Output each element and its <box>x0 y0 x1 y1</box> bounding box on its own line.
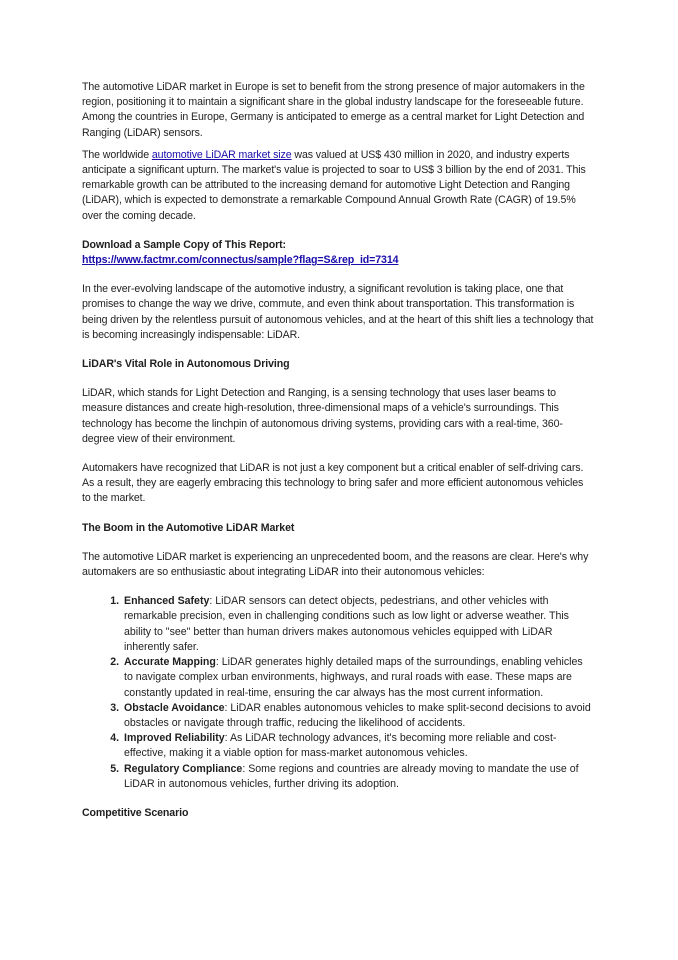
list-item: 1. Enhanced Safety: LiDAR sensors can detect objects, pedestrians, and other vehicles with remarkable precision, even in challenging conditions such as low light or adverse weather. This ability to "see" better than human drivers makes autonomous vehicles equipped with LiDAR inherently safer. <box>122 594 594 655</box>
intro-paragraph-1: The automotive LiDAR market in Europe is set to benefit from the strong presence of major automakers in the region, positioning it to maintain a significant share in the global industry landscape for the foreseeable future. Among the countries in Europe, Germany is anticipated to emerge as a central market for Light Detection and Ranging (LiDAR) sensors. <box>82 81 585 139</box>
benefits-list <box>82 594 594 792</box>
market-boom-paragraph: The automotive LiDAR market is experiencing an unprecedented boom, and the reasons are clear. Here's why automakers are so enthusiastic about integrating LiDAR into their autonomous vehicles: <box>82 550 589 579</box>
intro-p2-before: The worldwide <box>82 148 152 161</box>
revolution-paragraph: In the ever-evolving landscape of the automotive industry, a significant revolution is taking place, one that promises to change the way we drive, commute, and even think about transportation. This transformation is being driven by the relentless pursuit of autonomous vehicles, and at the heart of this shift lies a technology that is becoming increasingly indispensable: LiDAR. <box>82 283 594 341</box>
document-body <box>82 80 594 821</box>
download-label: Download a Sample Copy of This Report: <box>82 238 286 251</box>
list-item: 3. Obstacle Avoidance: LiDAR enables autonomous vehicles to make split-second decisions to avoid obstacles or navigate through traffic, reducing the likelihood of accidents. <box>122 701 594 731</box>
lidar-role-paragraph-2: Automakers have recognized that LiDAR is not just a key component but a critical enabler of self-driving cars. As a result, they are eagerly embracing this technology to bring safer and more efficient autonomous vehicles to the market. <box>82 462 584 505</box>
section-heading-competitive: Competitive Scenario <box>82 806 189 819</box>
intro-paragraph-2 <box>82 148 594 224</box>
market-size-link[interactable]: automotive LiDAR market size <box>151 148 292 161</box>
list-item: 5. Regulatory Compliance: Some regions and countries are already moving to mandate the use of LiDAR in autonomous vehicles, further driving its adoption. <box>122 762 594 792</box>
list-item: 4. Improved Reliability: As LiDAR technology advances, it's becoming more reliable and cost-effective, making it a viable option for mass-market autonomous vehicles. <box>122 731 594 761</box>
list-item: 2. Accurate Mapping: LiDAR generates highly detailed maps of the surroundings, enabling vehicles to navigate complex urban environments, highways, and rural roads with ease. These maps are constantly updated in real-time, ensuring the car always has the most current information. <box>122 655 594 701</box>
sample-report-link[interactable]: https://www.factmr.com/connectus/sample?flag=S&rep_id=7314 <box>82 254 399 267</box>
lidar-role-paragraph-1: LiDAR, which stands for Light Detection and Ranging, is a sensing technology that uses laser beams to measure distances and create high-resolution, three-dimensional maps of a vehicle's surroundings. This technology has become the linchpin of autonomous driving systems, providing cars with a real-time, 360-degree view of their environment. <box>82 387 563 445</box>
section-heading-lidar-role: LiDAR's Vital Role in Autonomous Driving <box>82 358 290 371</box>
section-heading-market-boom: The Boom in the Automotive LiDAR Market <box>82 521 295 534</box>
intro-p2-after: was valued at US$ 430 million in 2020, and industry experts anticipate a significant upturn. The market's value is projected to soar to US$ 3 billion by the end of 2031. This remarkable growth can be attributed to the increasing demand for automotive Light Detection and Ranging (LiDAR), which is expected to demonstrate a remarkable Compound Annual Growth Rate (CAGR) of 19.5% over the coming decade. <box>82 148 586 222</box>
